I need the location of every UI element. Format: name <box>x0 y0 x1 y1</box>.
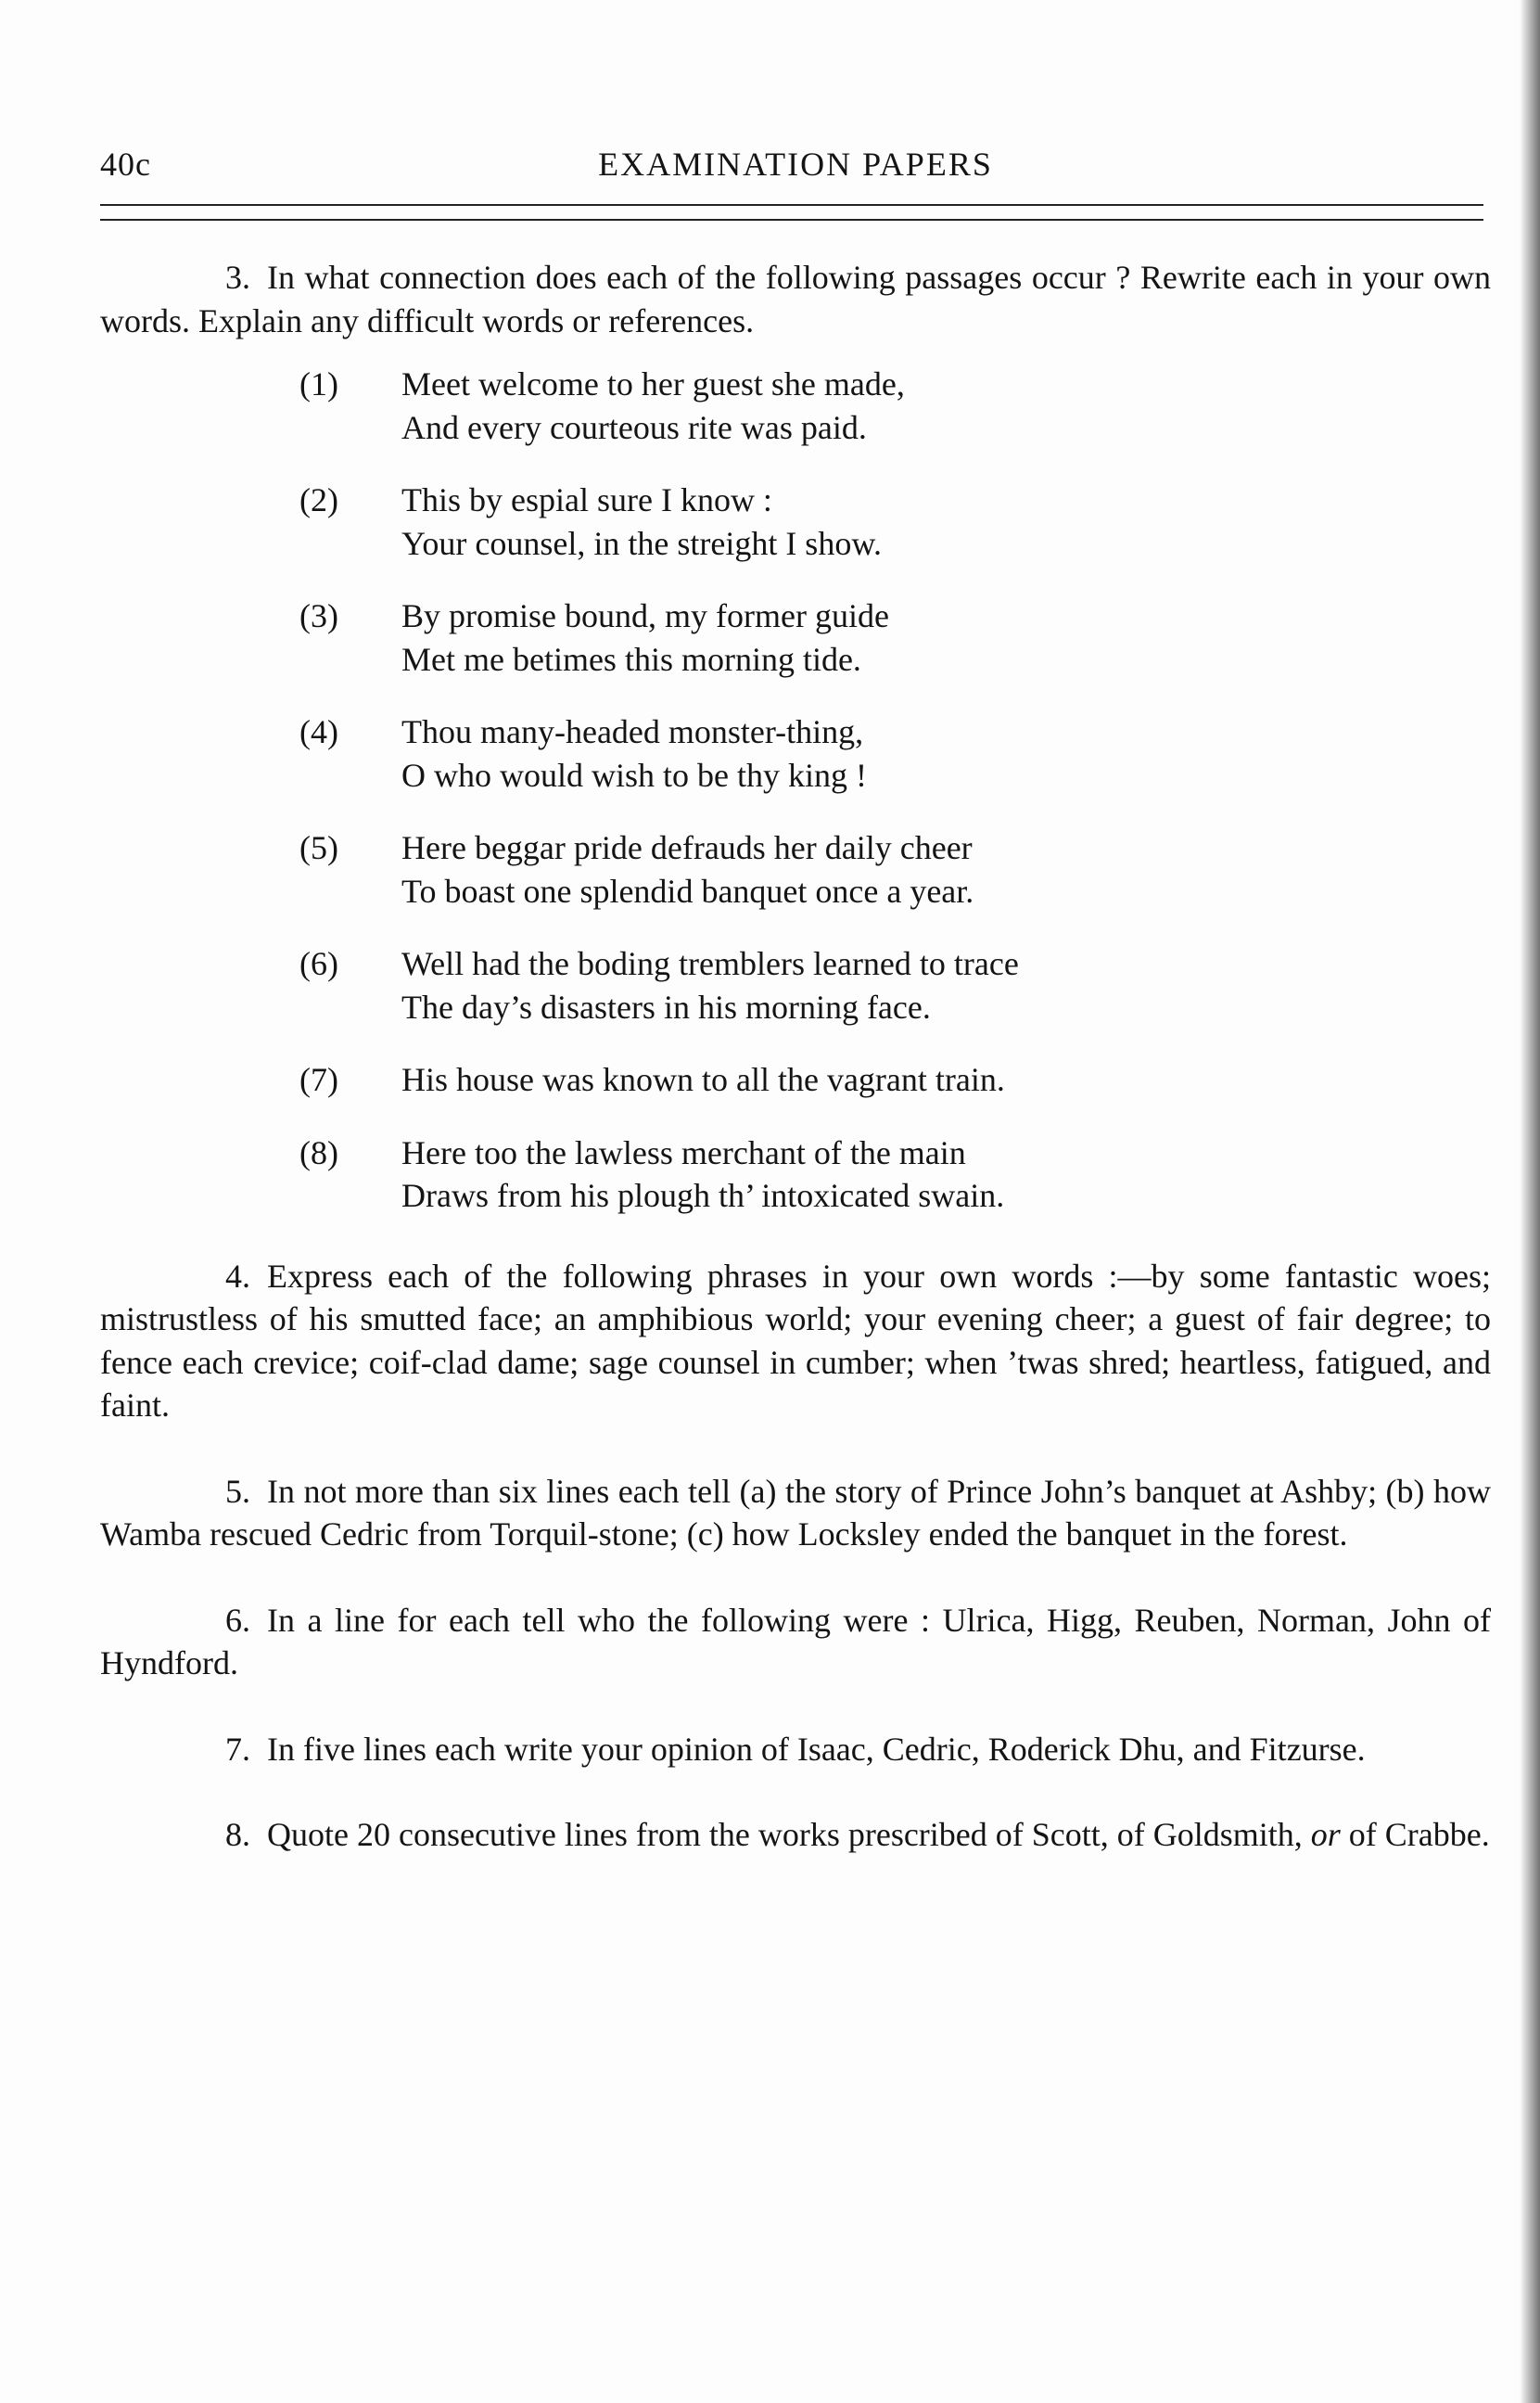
question-4 <box>100 1255 1491 1427</box>
passage-item <box>299 1131 1491 1218</box>
page-number: 40c <box>100 146 151 183</box>
running-head: EXAMINATION PAPERS <box>598 146 993 183</box>
passage-lines <box>401 594 889 681</box>
passage-item <box>299 594 1491 681</box>
question-number: 6. <box>225 1601 250 1639</box>
passage-number: (4) <box>299 713 338 750</box>
passage-line: Your counsel, in the streight I show. <box>401 524 882 562</box>
passage-item <box>299 826 1491 913</box>
passage-line: Well had the boding tremblers learned to trace <box>401 945 1019 982</box>
page-edge-shadow <box>1520 0 1540 2403</box>
question-number: 5. <box>225 1472 250 1510</box>
question-3 <box>100 256 1491 342</box>
question-text: Quote 20 consecutive lines from the works prescribed of Scott, of Goldsmith, <box>267 1816 1303 1853</box>
passage-line: To boast one splendid banquet once a year. <box>401 872 974 910</box>
passage-number: (1) <box>299 365 338 403</box>
passage-line: Draws from his plough th’ intoxicated swain. <box>401 1177 1005 1214</box>
passage-line: And every courteous rite was paid. <box>401 408 867 446</box>
passage-lines <box>401 1131 1004 1218</box>
passage-lines <box>401 826 974 913</box>
passage-number: (3) <box>299 597 338 634</box>
passage-line: Here too the lawless merchant of the main <box>401 1133 966 1171</box>
passage-number: (8) <box>299 1133 338 1171</box>
question-number: 4. <box>225 1257 250 1295</box>
question-text-italic: or <box>1310 1816 1341 1853</box>
passage-item <box>299 710 1491 797</box>
passage-lines <box>401 479 882 565</box>
passage-line: This by espial sure I know : <box>401 481 772 518</box>
passage-item <box>299 942 1491 1029</box>
exam-body <box>100 256 1491 1857</box>
question-number: 8. <box>225 1816 250 1853</box>
page-header <box>100 139 1491 195</box>
question-text: of Crabbe. <box>1348 1816 1490 1853</box>
passage-line: Met me betimes this morning tide. <box>401 640 861 678</box>
question-text: In what connection does each of the following passages occur ? Rewrite each in your own words. Explain any difficult words or references. <box>100 259 1491 339</box>
question-text: Express each of the following phrases in your own words :—by some fantastic woes; mistrustless of his smutted face; an amphibious world; your evening cheer; a guest of fair degree; to fence each crevice; coif-clad dame; sage counsel in cumber; when ’twas shred; heartless, fatigued, and faint. <box>100 1257 1491 1424</box>
passage-lines <box>401 710 867 797</box>
question-7 <box>100 1728 1491 1771</box>
question-5 <box>100 1470 1491 1556</box>
header-rule-bottom <box>100 219 1483 221</box>
passage-list <box>299 363 1491 1218</box>
question-number: 3. <box>225 259 250 296</box>
passage-item <box>299 479 1491 565</box>
question-number: 7. <box>225 1730 250 1768</box>
passage-number: (7) <box>299 1061 338 1098</box>
passage-item <box>299 363 1491 449</box>
passage-line: Thou many-headed monster-thing, <box>401 713 864 750</box>
passage-number: (6) <box>299 945 338 982</box>
passage-line: By promise bound, my former guide <box>401 597 889 634</box>
passage-line: His house was known to all the vagrant train. <box>401 1061 1005 1098</box>
passage-number: (2) <box>299 481 338 518</box>
passage-line: Meet welcome to her guest she made, <box>401 365 905 403</box>
header-rule-top <box>100 204 1483 206</box>
passage-item <box>299 1058 1491 1102</box>
passage-lines <box>401 363 905 449</box>
passage-lines <box>401 942 1019 1029</box>
passage-lines <box>401 1058 1005 1102</box>
passage-line: O who would wish to be thy king ! <box>401 756 867 794</box>
question-text: In five lines each write your opinion of Isaac, Cedric, Roderick Dhu, and Fitzurse. <box>267 1730 1366 1768</box>
passage-line: Here beggar pride defrauds her daily cheer <box>401 829 973 866</box>
passage-number: (5) <box>299 829 338 866</box>
question-text: In not more than six lines each tell (a) the story of Prince John’s banquet at Ashby; (b) how Wamba rescued Cedric from Torquil-stone; (c) how Locksley ended the banquet in the forest. <box>100 1472 1491 1553</box>
question-8 <box>100 1813 1491 1857</box>
passage-line: The day’s disasters in his morning face. <box>401 988 931 1026</box>
question-text: In a line for each tell who the following were : Ulrica, Higg, Reuben, Norman, John of Hyndford. <box>100 1601 1491 1681</box>
question-6 <box>100 1599 1491 1685</box>
